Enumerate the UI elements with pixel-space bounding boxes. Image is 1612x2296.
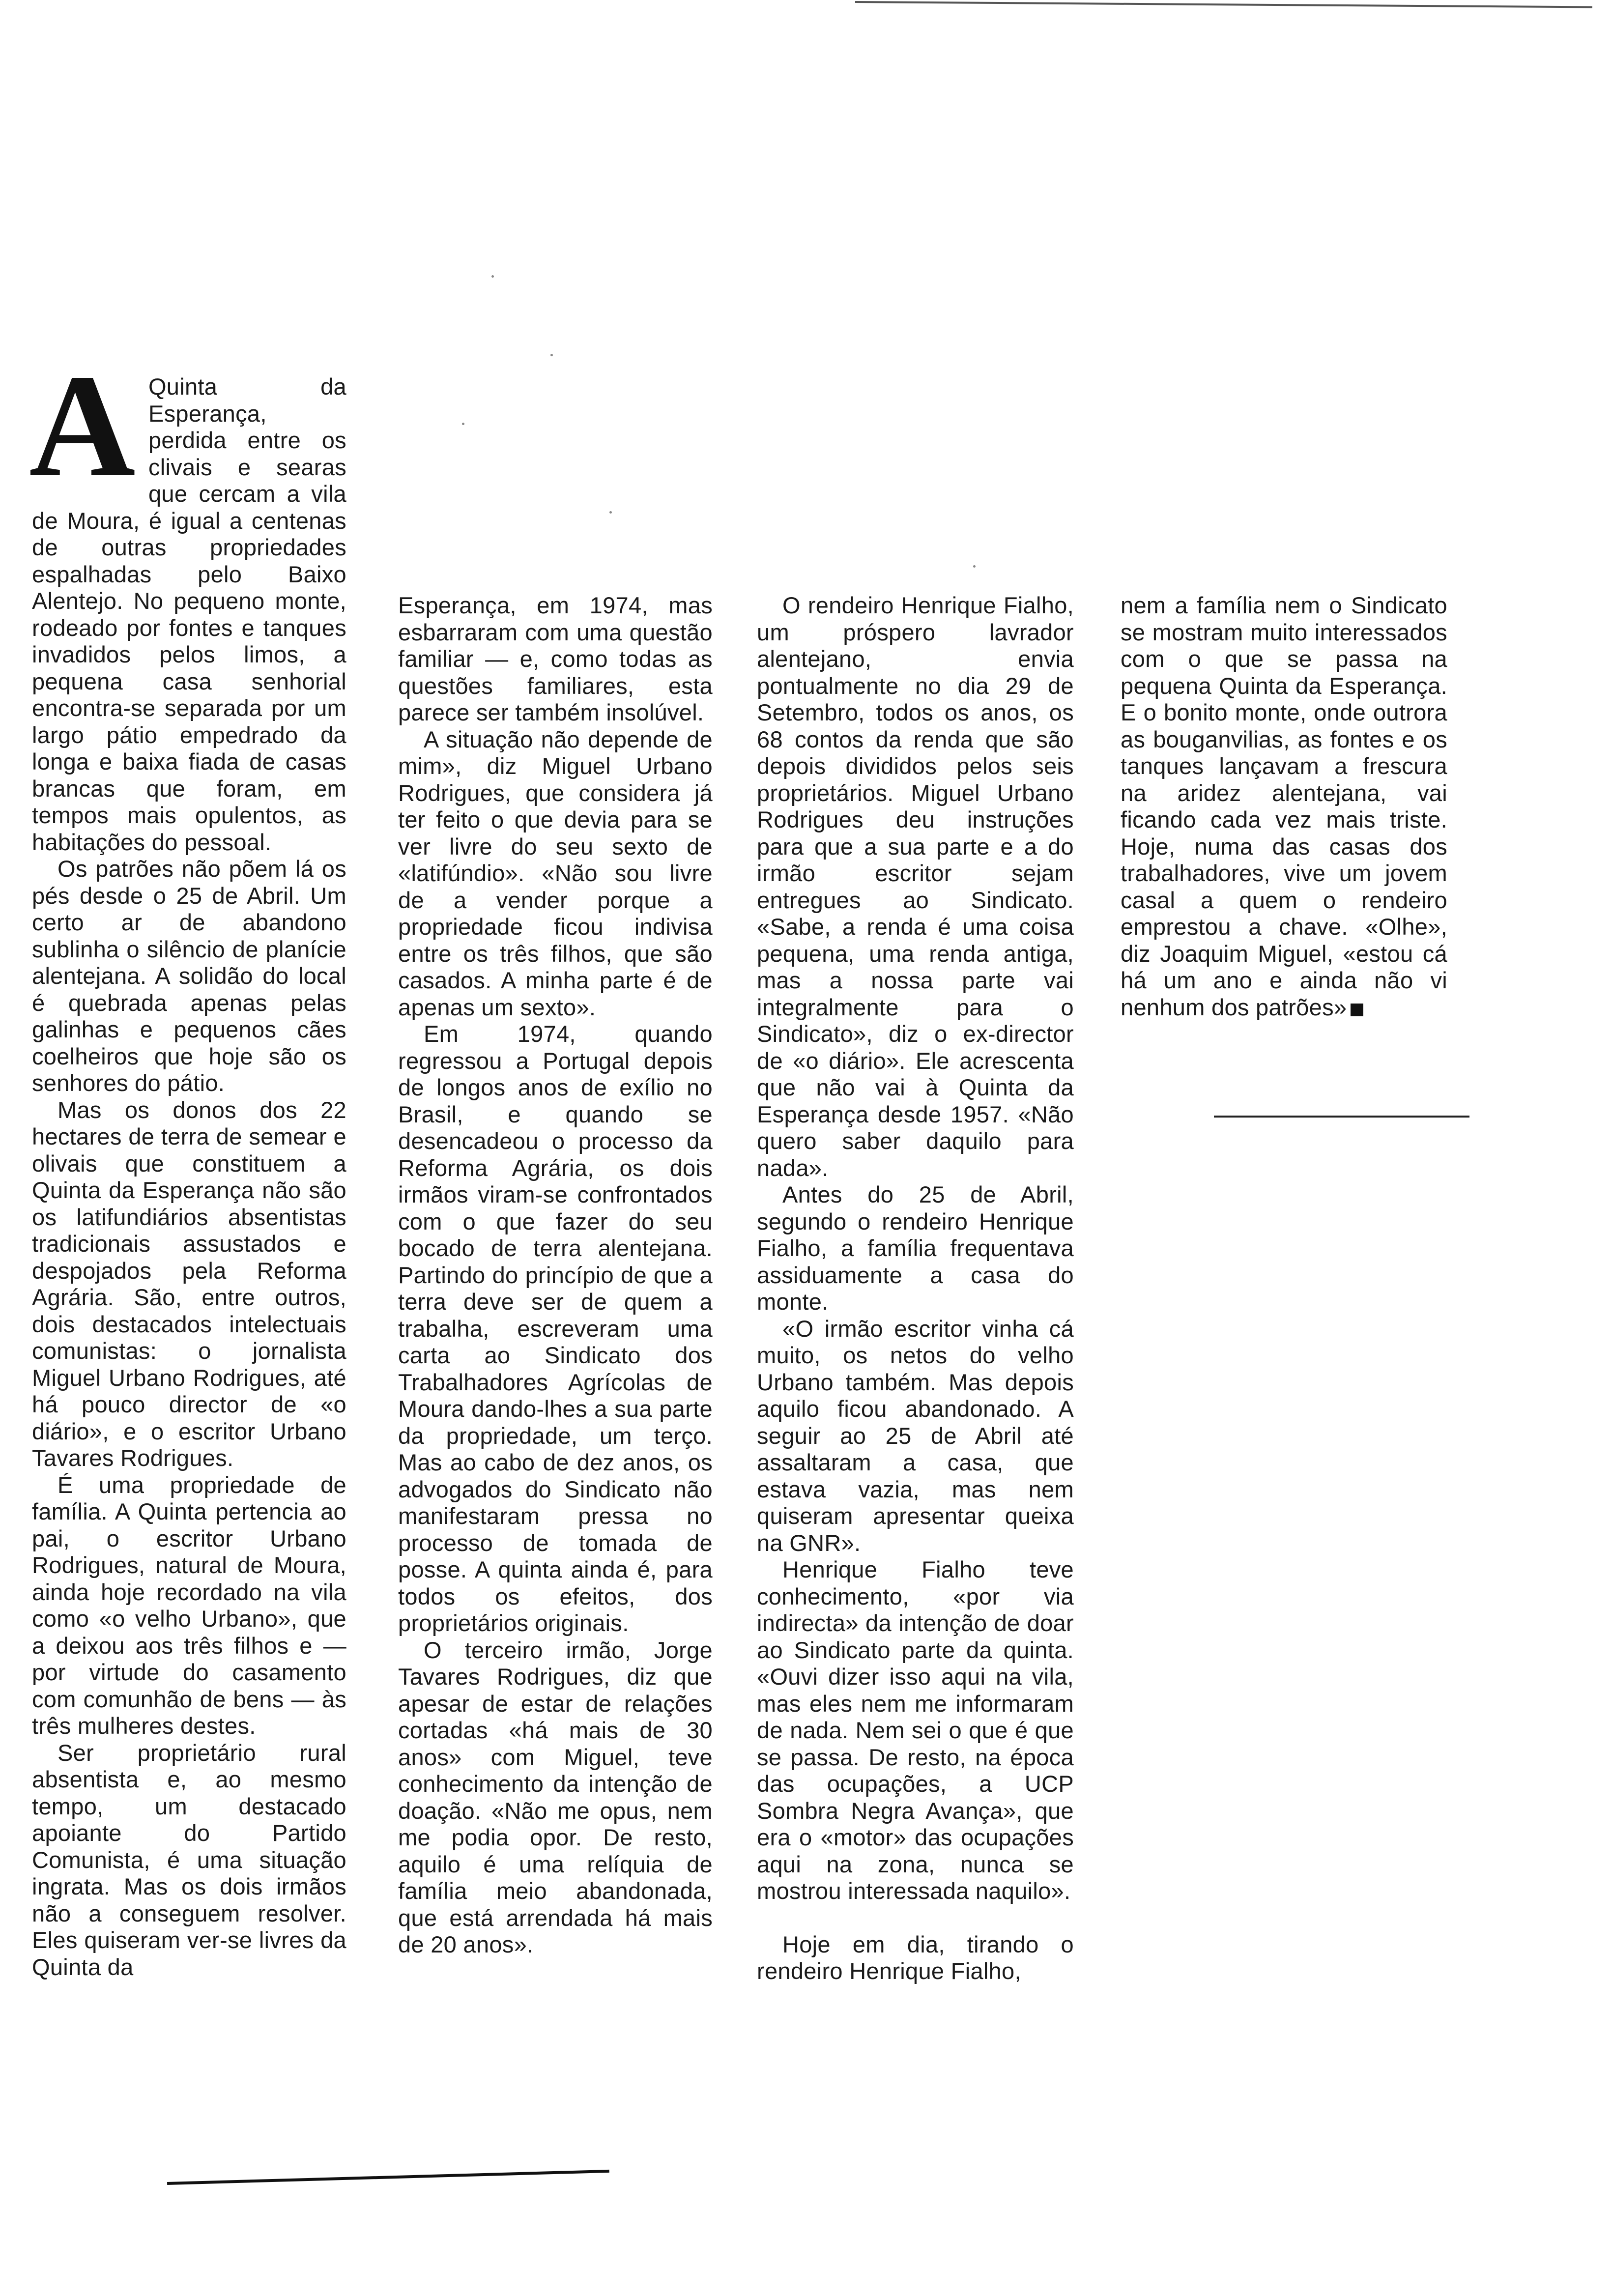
end-rule — [1214, 1116, 1469, 1118]
scan-speck — [491, 275, 494, 278]
article-paragraph: O rendeiro Henrique Fialho, um próspero lavrador alentejano, envia pontualmente no dia 29 de Setembro, todos os anos, os 68 contos da renda que são depois divididos pelos seis proprietários. Miguel Urbano Rodrigues deu instruções para que a sua parte e a do irmão escritor sejam entregues ao Sindicato. «Sabe, a renda é uma coisa pequena, uma renda antiga, mas a nossa parte vai integralmente para o Sindicato», diz o ex-director de «o diário». Ele acrescenta que não vai à Quinta da Esperança desde 1957. «Não quero saber daquilo para nada». — [757, 592, 1074, 1181]
article-paragraph: Em 1974, quando regressou a Portugal depois de longos anos de exílio no Brasil, e quando se desencadeou o processo da Reforma Agrária, os dois irmãos viram-se confrontados com o que fazer do seu bocado de terra alentejana. Partindo do princípio de que a terra deve ser de quem a trabalha, escreveram uma carta ao Sindicato dos Trabalhadores Agrícolas de Moura dando-lhes a sua parte da propriedade, um terço. Mas ao cabo de dez anos, os advogados do Sindicato não manifestaram pressa no processo de tomada de posse. A quinta ainda é, para todos os efeitos, dos proprietários originais. — [398, 1021, 713, 1636]
end-of-article-mark — [1351, 1004, 1363, 1016]
article-column-1 — [29, 344, 346, 1980]
scan-speck — [462, 423, 464, 425]
article-paragraph: O terceiro irmão, Jorge Tavares Rodrigues, diz que apesar de estar de relações cortadas «há mais de 30 anos» com Miguel, teve conhecimento da intenção de doação. «Não me opus, nem me podia opor. De resto, aquilo é uma relíquia de família meio abandonada, que está arrendada há mais de 20 anos». — [398, 1636, 713, 1957]
article-paragraph: Antes do 25 de Abril, segundo o rendeiro Henrique Fialho, a família frequentava assiduamente a casa do monte. — [757, 1181, 1074, 1315]
article-paragraph: Henrique Fialho teve conhecimento, «por via indirecta» da intenção de doar ao Sindicato parte da quinta. «Ouvi dizer isso aqui na vila, mas eles nem me informaram de nada. Nem sei o que é que se passa. De resto, na época das ocupações, a UCP Sombra Negra Avança», que era o «motor» das ocupações aqui na zona, nunca se mostrou interessada naquilo». — [757, 1556, 1074, 1904]
top-rule — [855, 1, 1592, 8]
article-paragraph: Mas os donos dos 22 hectares de terra de semear e olivais que constituem a Quinta da Esperança não são os latifundiários absentistas tradicionais assustados e despojados pela Reforma Agrária. São, entre outros, dois destacados intelectuais comunistas: o jornalista Miguel Urbano Rodrigues, até há pouco director de «o diário», e o escritor Urbano Tavares Rodrigues. — [32, 1096, 346, 1471]
article-column-3 — [757, 592, 1074, 1985]
article-paragraph: Ser proprietário rural absentista e, ao mesmo tempo, um destacado apoiante do Partido Comunista, é uma situação ingrata. Mas os dois irmãos não a conseguem resolver. Eles quiseram ver-se livres da Quinta da — [32, 1739, 346, 1980]
paragraph-text: Quinta da Esperança, perdida entre os clivais e searas que cercam a vila de Moura, é igual a centenas de outras propriedades espalhadas pelo Baixo Alentejo. No pequeno monte, rodeado por fontes e tanques invadidos pelos limos, a pequena casa senhorial encontra-se separada por um largo pátio empedrado da longa e baixa fiada de casas brancas que foram, em tempos mais opulentos, as habitações do pessoal. — [32, 373, 346, 855]
article-paragraph: Hoje em dia, tirando o rendeiro Henrique Fialho, — [757, 1931, 1074, 1984]
scan-speck — [550, 354, 553, 356]
article-paragraph: É uma propriedade de família. A Quinta pertencia ao pai, o escritor Urbano Rodrigues, natural de Moura, ainda hoje recordado na vila como «o velho Urbano», que a deixou aos três filhos e — por virtude do casamento com comunhão de bens — às três mulheres destes. — [32, 1471, 346, 1739]
drop-cap: A — [29, 344, 136, 507]
scan-speck — [973, 565, 976, 568]
article-paragraph: Esperança, em 1974, mas esbarraram com uma questão familiar — e, como todas as questões familiares, esta parece ser também insolúvel. — [398, 592, 713, 725]
paragraph-text: nem a família nem o Sindicato se mostram muito interessados com o que se passa na pequena Quinta da Esperança. E o bonito monte, onde outrora as bouganvilias, as fontes e os tanques lançavam a frescura na aridez alentejana, vai ficando cada vez mais triste. Hoje, numa das casas dos trabalhadores, vive um jovem casal a quem o rendeiro emprestou a chave. «Olhe», diz Joaquim Miguel, «estou cá há um ano e ainda não vi nenhum dos patrões» — [1121, 592, 1447, 1020]
article-column-2 — [398, 592, 713, 1958]
scan-speck — [609, 511, 612, 514]
article-paragraph: A situação não depende de mim», diz Miguel Urbano Rodrigues, que considera já ter feito o que devia para se ver livre do seu sexto de «latifúndio». «Não sou livre de a vender porque a propriedade ficou indivisa entre os três filhos, que são casados. A minha parte é de apenas um sexto». — [398, 726, 713, 1020]
article-column-4 — [1121, 592, 1447, 1021]
article-paragraph: «O irmão escritor vinha cá muito, os netos do velho Urbano também. Mas depois aquilo ficou abandonado. A seguir ao 25 de Abril até assaltaram a casa, que estava vazia, mas nem quiseram apresentar queixa na GNR». — [757, 1315, 1074, 1556]
article-paragraph — [29, 344, 346, 856]
article-paragraph — [1121, 592, 1447, 1021]
bottom-rule — [167, 2170, 609, 2190]
article-paragraph: Os patrões não põem lá os pés desde o 25 de Abril. Um certo ar de abandono sublinha o silêncio de planície alentejana. A solidão do local é quebrada apenas pelas galinhas e pequenos cães coelheiros que hoje são os senhores do pátio. — [32, 856, 346, 1096]
